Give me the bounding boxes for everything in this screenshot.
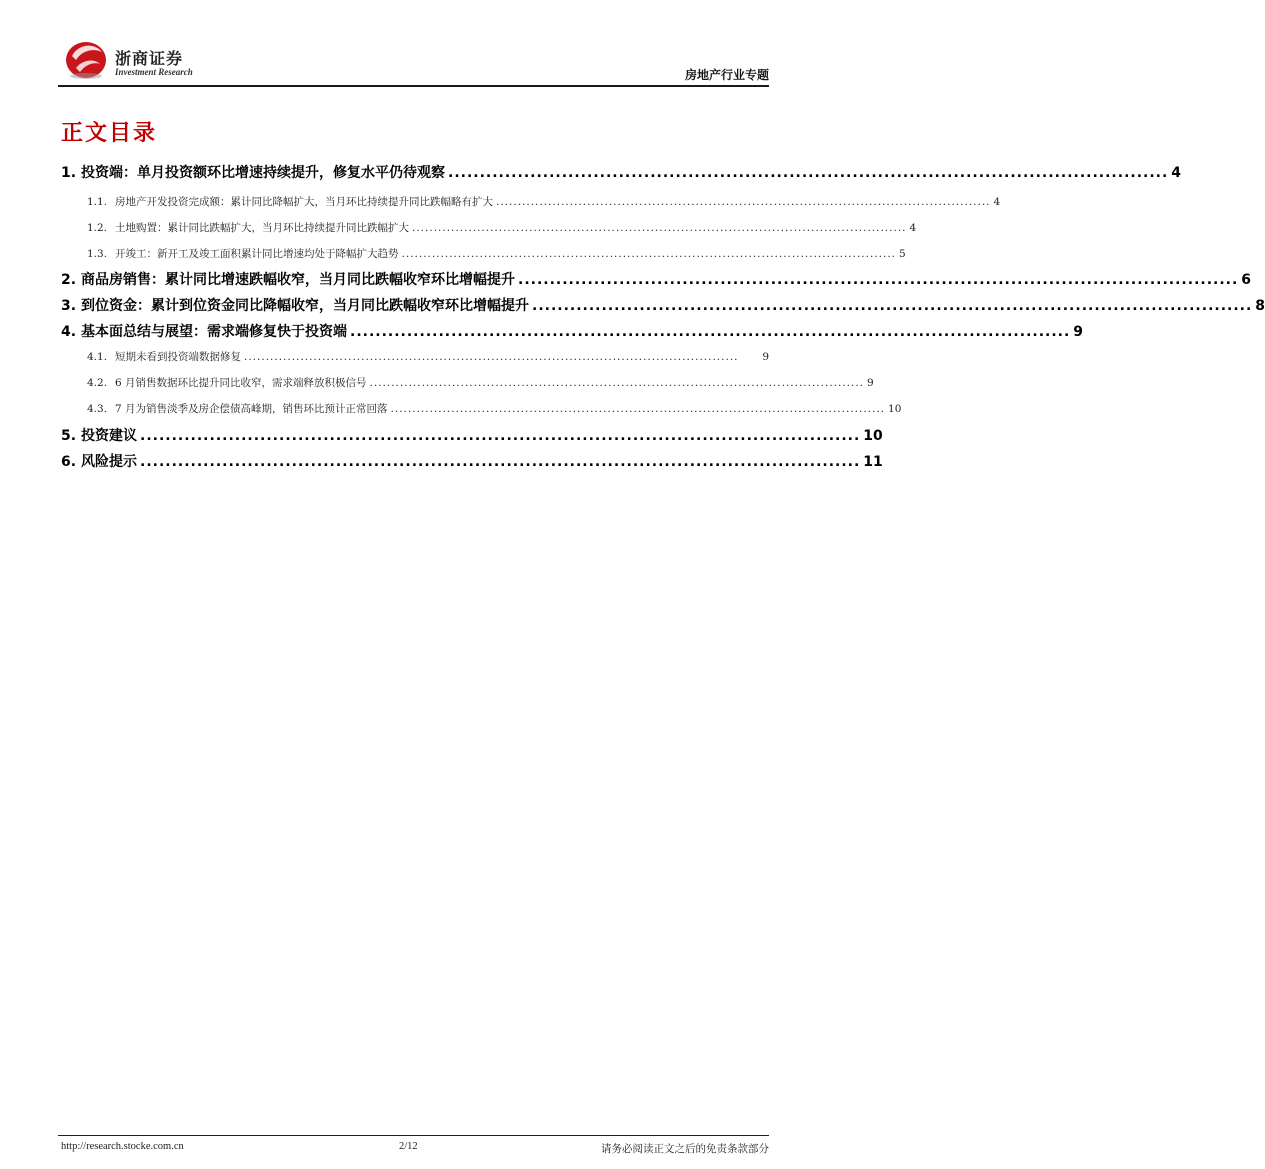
toc-entry-4-3[interactable] [61,401,902,416]
toc-entry-page: 4 [1171,165,1182,181]
toc-entry-text: 投资建议 [81,428,137,444]
toc-leader-dots: .................................................................................................................. [244,351,739,363]
toc-entry-text: 基本面总结与展望：需求端修复快于投资端 [81,324,347,340]
toc-entry-page: 9 [1073,324,1084,340]
toc-entry-page: 5 [899,248,906,260]
footer-disclaimer: 请务必阅读正文之后的免责条款部分 [601,1143,769,1155]
toc-entry-3[interactable] [61,295,1265,315]
toc-entry-2[interactable] [61,269,1252,289]
toc-entry-page: 9 [867,377,874,389]
page-header [64,34,769,86]
toc-entry-text: 风险提示 [81,454,137,470]
logo-name-en: Investment Research [115,67,193,77]
toc-entry-number: 4. [61,324,77,340]
toc-entry-4-2[interactable] [61,375,874,390]
toc-entry-page: 6 [1241,272,1252,288]
toc-entry-4-1[interactable] [61,349,769,364]
toc-entry-6[interactable] [61,451,883,471]
toc-entry-number: 1. [61,165,77,181]
toc-entry-page: 10 [863,428,883,444]
logo-name-cn: 浙商证券 [115,49,184,68]
toc-leader-dots: .................................................................................................................. [412,222,907,234]
toc-entry-4[interactable] [61,321,1084,341]
toc-leader-dots: .................................................................................................................. [448,165,1169,181]
toc-entry-number: 4.2. [87,377,108,389]
footer-divider [58,1135,769,1136]
toc-entry-text: 开竣工：新开工及竣工面积累计同比增速均处于降幅扩大趋势 [115,248,399,260]
toc-entry-1-2[interactable] [61,220,917,235]
footer-page-number: 2/12 [399,1141,418,1152]
toc-entry-text: 6 月销售数据环比提升同比收窄，需求端释放积极信号 [115,377,367,389]
toc-entry-number: 4.3. [87,403,108,415]
toc-entry-text: 投资端：单月投资额环比增速持续提升，修复水平仍待观察 [81,165,445,181]
toc-entry-text: 到位资金：累计到位资金同比降幅收窄，当月同比跌幅收窄环比增幅提升 [81,298,529,314]
toc-leader-dots: .................................................................................................................. [140,428,861,444]
toc-leader-dots: .................................................................................................................. [390,403,886,415]
toc-entry-number: 6. [61,454,77,470]
toc-leader-dots: .................................................................................................................. [140,454,861,470]
toc-leader-dots: .................................................................................................................. [518,272,1239,288]
toc-leader-dots: .................................................................................................................. [350,324,1071,340]
toc-entry-1-3[interactable] [61,246,906,261]
toc-entry-page: 8 [1255,298,1265,314]
toc-entry-page: 9 [762,351,769,363]
toc-entry-text: 7 月为销售淡季及房企偿债高峰期，销售环比预计正常回落 [115,403,388,415]
report-type-label: 房地产行业专题 [684,68,769,82]
toc-entry-number: 1.1. [87,196,108,208]
toc-entry-text: 短期未看到投资端数据修复 [115,351,241,363]
toc-entry-page: 11 [863,454,883,470]
toc-entry-text: 土地购置：累计同比跌幅扩大，当月环比持续提升同比跌幅扩大 [115,222,409,234]
toc-entry-page: 4 [909,222,917,234]
toc-entry-1-1[interactable] [61,194,1001,209]
toc-entry-page: 10 [888,403,902,415]
toc-entry-number: 4.1. [87,351,108,363]
toc-entry-5[interactable] [61,425,883,445]
zheshang-securities-logo [64,38,224,80]
toc-entry-number: 2. [61,272,77,288]
logo-emblem-icon [64,38,108,80]
toc-entry-number: 3. [61,298,77,314]
toc-entry-text: 房地产开发投资完成额：累计同比降幅扩大，当月环比持续提升同比跌幅略有扩大 [115,196,493,208]
toc-entry-page: 4 [993,196,1001,208]
toc-entry-1[interactable] [61,162,1182,182]
footer-website-link[interactable]: http://research.stocke.com.cn [61,1141,184,1152]
toc-leader-dots: .................................................................................................................. [496,196,991,208]
toc-entry-number: 5. [61,428,77,444]
toc-leader-dots: .................................................................................................................. [532,298,1253,314]
toc-leader-dots: .................................................................................................................. [401,248,896,260]
toc-entry-text: 商品房销售：累计同比增速跌幅收窄，当月同比跌幅收窄环比增幅提升 [81,272,515,288]
toc-entry-number: 1.2. [87,222,108,234]
toc-entry-number: 1.3. [87,248,108,260]
header-divider [58,85,769,87]
toc-title: 正文目录 [61,120,158,146]
toc-leader-dots: .................................................................................................................. [369,377,865,389]
